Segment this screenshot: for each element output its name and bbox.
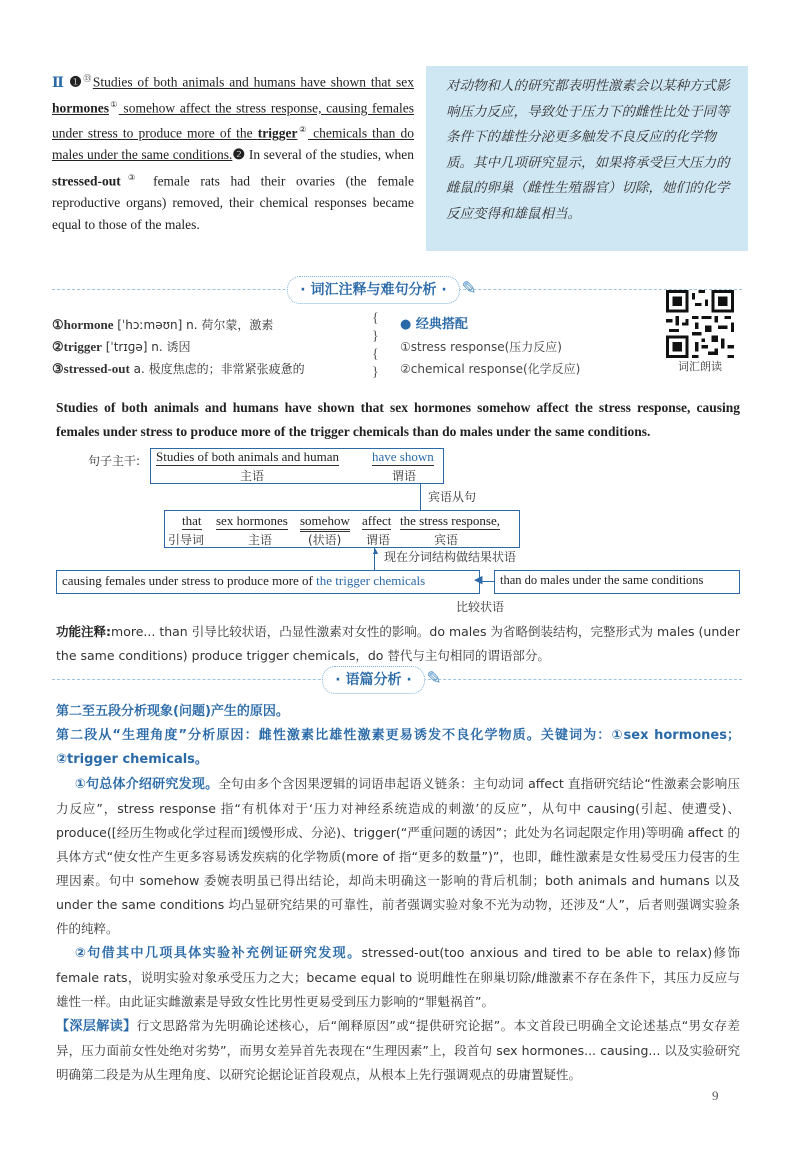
qr-caption: 词汇朗读 bbox=[678, 360, 722, 373]
diagram-affect: affect bbox=[362, 513, 392, 528]
diagram-predicate: have shown bbox=[372, 449, 434, 464]
section-title-vocab-text: · 词汇注释与难句分析 · bbox=[287, 276, 459, 304]
pen-icon: ✎ bbox=[426, 668, 442, 689]
key-sentence: Studies of both animals and humans have shown that sex hormones somehow affect the stress response, causing females under stress to produce more of the trigger chemicals than do males under the same conditions. bbox=[56, 400, 740, 439]
vocab-item: ②trigger [ˈtrɪɡə] n. 诱因 bbox=[52, 339, 191, 354]
diagram-somehow: somehow bbox=[300, 513, 350, 532]
function-note-label: 功能注释: bbox=[56, 624, 112, 639]
participle-tag: 现在分词结构做结果状语 bbox=[384, 550, 517, 564]
paragraph-roman-numeral: Ⅱ bbox=[52, 75, 66, 91]
word-trigger: trigger bbox=[257, 125, 298, 141]
collocation-heading: ● 经典搭配 bbox=[400, 317, 468, 332]
vocab-item: ③stressed-out a. 极度焦虑的；非常紧张疲惫的 bbox=[52, 361, 305, 376]
object-clause-tag: 宾语从句 bbox=[428, 490, 477, 504]
english-passage bbox=[52, 68, 414, 235]
sentence-1-marker: ❶ bbox=[69, 75, 84, 91]
sentence-1-sup: ⑬ bbox=[83, 74, 93, 83]
predicate-tag: 谓语 bbox=[392, 469, 417, 483]
vocab-list bbox=[52, 314, 305, 380]
connector-line bbox=[420, 484, 421, 510]
arrow-up-icon: ▲ bbox=[371, 546, 380, 556]
diagram-that: that bbox=[182, 513, 202, 528]
sentence-2-part-a: In several of the studies, when bbox=[245, 147, 414, 163]
section-title-discourse-text: · 语篇分析 · bbox=[322, 666, 424, 694]
word-hormones: hormones bbox=[52, 100, 109, 116]
analysis-heading-2: 第二段从“生理角度”分析原因：雌性激素比雄性激素更易诱发不良化学物质。关键词为：①sex hormones；②trigger chemicals。 bbox=[56, 728, 740, 767]
sex-hormones-tag: 主语 bbox=[248, 533, 273, 547]
analysis-block bbox=[56, 700, 740, 1087]
analysis-paragraph-1: ①句总体介绍研究发现。全句由多个含因果逻辑的词语串起语义链条：主句动词 affect 直指研究结论“性激素会影响压力反应”，stress response 指“有机体对于‘压力对神经系统造成的刺激’的反应”，从句中 causing(引起、使遭受)、produce([经历生物或化学过程而]缓慢形成、分泌)、trigger(“严重问题的诱因”；此处为名词起限定作用)等明确 affect 的具体方式“使女性产生更多容易诱发疾病的化学物质(more of 指“更多的数量”)”，也即，雌性激素是女性易受压力侵害的生理因素。句中 somehow 委婉表明虽已得出结论，却尚未明确这一影响的背后机制；both animals and humans 以及 under the same conditions 均凸显研究结果的可靠性，前者强调实验对象不光为动物，还涉及“人”，后者则强调实验条件的纯粹。 bbox=[56, 776, 740, 936]
main-clause-label: 句子主干: bbox=[88, 454, 141, 468]
sup-1: ① bbox=[109, 100, 119, 110]
sentence-1-part-b: somehow affect the stress response, causing females under stress to produce more of the bbox=[52, 100, 414, 141]
collocation-item: ①stress response(压力反应) bbox=[400, 340, 562, 354]
comparison-text: than do males under the same conditions bbox=[500, 573, 704, 587]
analysis-paragraph-2: ②句借其中几项具体实验补充例证研究发现。stressed-out(too anxious and tired to be able to relax)修饰 female rats，说明实验对象承受压力之大；became equal to 说明雌性在卵巢切除/雌激素不存在条件下，其压力反应与雄性一样。由此证实雌激素是导致女性比男性更易受到压力影响的“罪魁祸首”。 bbox=[56, 945, 740, 1009]
subject-tag: 主语 bbox=[240, 469, 265, 483]
comparison-tag: 比较状语 bbox=[456, 600, 505, 614]
sup-2: ② bbox=[297, 125, 309, 135]
affect-tag: 谓语 bbox=[366, 533, 391, 547]
sup-3: ③ bbox=[120, 172, 143, 182]
sentence-2-part-b: female rats had their ovaries (the female reproductive organs) removed, their chemical responses became equal to those of the males. bbox=[52, 173, 414, 232]
collocation-item: ②chemical response(化学反应) bbox=[400, 362, 581, 376]
deep-reading: 【深层解读】行文思路常为先明确论述核心，后“阐释原因”或“提供研究论据”。本文首段已明确全文论述基点“男女存差异，压力面前女性处绝对劣势”，而男女差异首先表现在“生理因素”上，段首句 sex hormones... causing... 以及实验研究明确第二段是为从生理角度、以研究论据论证首段观点，从根本上先行强调观点的毋庸置疑性。 bbox=[56, 1018, 740, 1082]
analysis-heading-1: 第二至五段分析现象(问题)产生的原因。 bbox=[56, 704, 289, 719]
collocation-list bbox=[400, 314, 580, 380]
sentence-2-marker: ❷ bbox=[232, 148, 246, 164]
diagram-subject: Studies of both animals and human bbox=[156, 449, 340, 464]
function-note-text: more... than 引导比较状语，凸显性激素对女性的影响。do males 为省略倒装结构，完整形式为 males (under the same conditions) produce trigger chemicals，do 替代与主句相同的谓语部分。 bbox=[56, 624, 741, 663]
section-title-vocab bbox=[282, 276, 482, 302]
pen-icon: ✎ bbox=[461, 278, 477, 299]
that-tag: 引导词 bbox=[168, 533, 205, 547]
chinese-translation: 对动物和人的研究都表明性激素会以某种方式影响压力反应，导致处于压力下的雌性比处于同等条件下的雄性分泌更多触发不良反应的化学物质。其中几项研究显示，如果将承受巨大压力的雌鼠的卵巢（雌性生殖器官）切除，她们的化学反应变得和雄鼠相当。 bbox=[426, 66, 748, 251]
somehow-tag: (状语) bbox=[308, 533, 342, 547]
qr-code-icon[interactable] bbox=[666, 290, 734, 358]
arrow-left-icon: ◀ bbox=[474, 574, 483, 586]
section-title-discourse bbox=[282, 666, 482, 692]
sentence-1-part-a: Studies of both animals and humans have shown that sex bbox=[92, 74, 414, 90]
brace-divider: { } { } bbox=[372, 311, 379, 380]
stress-response-tag: 宾语 bbox=[434, 533, 459, 547]
function-note bbox=[56, 620, 740, 668]
vocab-item: ①hormone [ˈhɔːməʊn] n. 荷尔蒙，激素 bbox=[52, 317, 274, 332]
page-number: 9 bbox=[712, 1088, 719, 1103]
word-stressed-out: stressed-out bbox=[52, 173, 121, 189]
diagram-stress-response: the stress response, bbox=[400, 513, 501, 528]
diagram-sex-hormones: sex hormones bbox=[216, 513, 288, 528]
participle-text: causing females under stress to produce more of the trigger chemicals bbox=[62, 573, 426, 588]
trigger-chemicals-text: the trigger chemicals bbox=[316, 573, 426, 588]
sentence-1-part-c: chemicals than do males under the same conditions. bbox=[52, 125, 414, 163]
